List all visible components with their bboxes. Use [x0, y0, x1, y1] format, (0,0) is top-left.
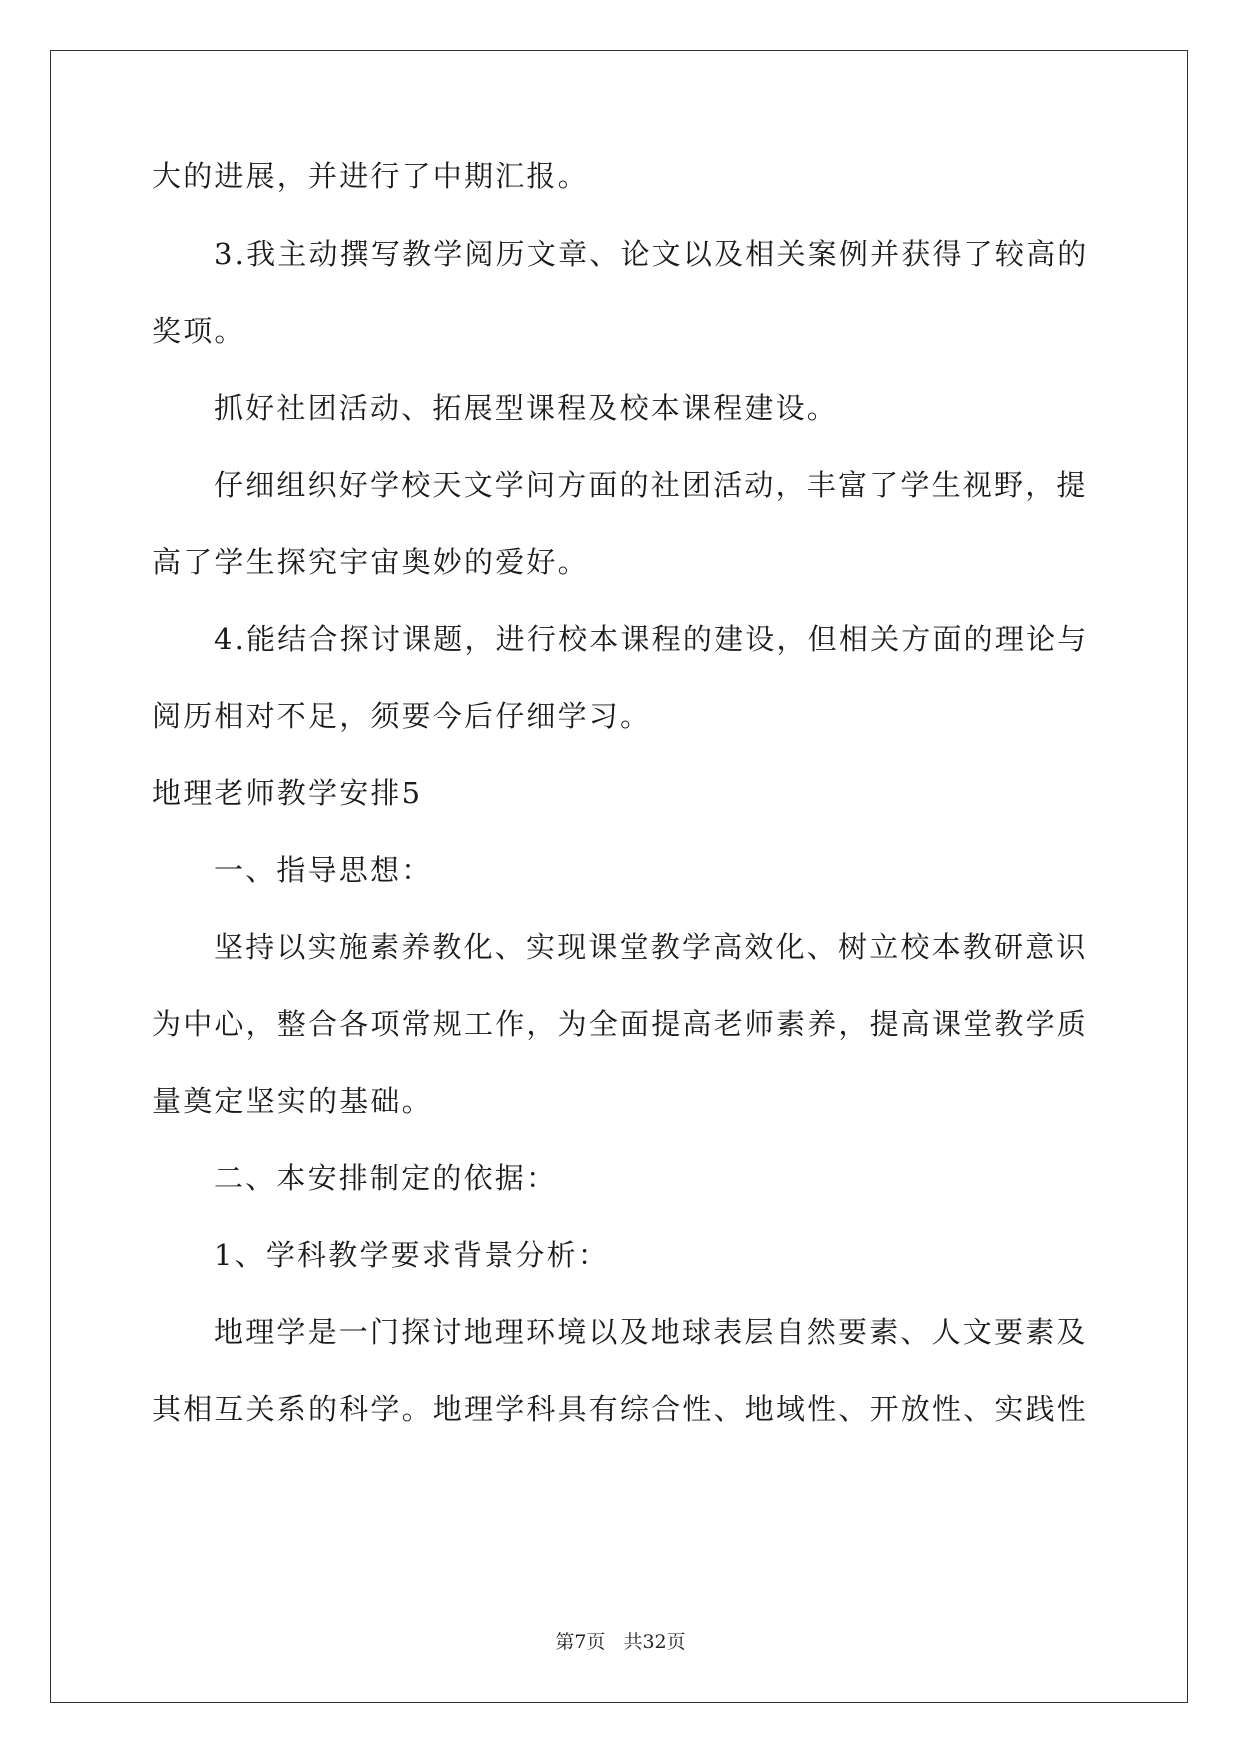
paragraph-line: 3.我主动撰写教学阅历文章、论文以及相关案例并获得了较高的 [214, 237, 1089, 271]
page-number: 第7页 [555, 1631, 606, 1653]
page-footer [0, 1630, 1241, 1654]
subheading: 二、本安排制定的依据： [214, 1161, 558, 1195]
paragraph-line: 坚持以实施素养教化、实现课堂教学高效化、树立校本教研意识 [214, 930, 1088, 964]
subheading: 1、学科教学要求背景分析： [214, 1238, 610, 1272]
paragraph-line: 抓好社团活动、拓展型课程及校本课程建设。 [214, 391, 839, 425]
paragraph-line: 4.能结合探讨课题，进行校本课程的建设，但相关方面的理论与 [214, 622, 1089, 656]
text-line: 其相互关系的科学。地理学科具有综合性、地域性、开放性、实践性 [152, 1392, 1089, 1426]
text-line: 量奠定坚实的基础。 [152, 1084, 433, 1118]
paragraph-line: 地理学是一门探讨地理环境以及地球表层自然要素、人文要素及 [214, 1315, 1088, 1349]
text-line: 高了学生探究宇宙奥妙的爱好。 [152, 545, 589, 579]
page-total: 共32页 [623, 1631, 686, 1653]
text-line: 奖项。 [152, 314, 246, 348]
paragraph-line: 仔细组织好学校天文学问方面的社团活动，丰富了学生视野，提 [214, 468, 1088, 502]
text-line: 为中心，整合各项常规工作，为全面提高老师素养，提高课堂教学质 [152, 1007, 1089, 1041]
text-line: 大的进展，并进行了中期汇报。 [152, 159, 589, 193]
subheading: 一、指导思想： [214, 853, 433, 887]
text-line: 阅历相对不足，须要今后仔细学习。 [152, 699, 652, 733]
section-heading: 地理老师教学安排5 [152, 776, 423, 810]
